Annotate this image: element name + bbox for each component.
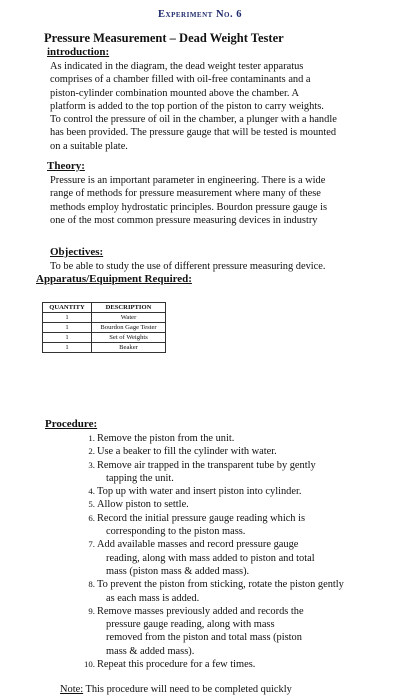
step-number: 5. <box>88 499 95 510</box>
procedure-step <box>88 459 397 486</box>
table-cell-quantity: 1 <box>43 323 92 333</box>
step-text-continued: reading, along with mass added to piston and total <box>106 552 315 564</box>
step-number: 7. <box>88 539 95 550</box>
table-header-row <box>43 303 166 313</box>
step-number: 3. <box>88 459 95 470</box>
introduction-line: platform is added to the top portion of the piston to carry weights. <box>50 100 324 112</box>
introduction-line: comprises of a chamber filled with oil-free contaminants and a <box>50 74 311 86</box>
step-number: 4. <box>88 486 95 497</box>
equipment-table <box>42 302 166 353</box>
step-text: To prevent the piston from sticking, rotate the piston gently <box>97 579 344 591</box>
table-cell-description: Water <box>92 313 166 323</box>
objectives-text <box>50 260 326 273</box>
step-text-continued: as each mass is added. <box>106 592 200 604</box>
introduction-paragraph <box>50 60 337 153</box>
table-cell-quantity: 1 <box>43 313 92 323</box>
theory-heading: Theory: <box>47 160 85 172</box>
step-text-continued: removed from the piston and total mass (piston <box>106 632 302 644</box>
introduction-line: As indicated in the diagram, the dead weight tester apparatus <box>50 61 304 72</box>
step-text: Repeat this procedure for a few times. <box>97 659 256 671</box>
procedure-step <box>88 445 397 458</box>
procedure-step <box>88 485 397 498</box>
procedure-note <box>60 684 292 695</box>
theory-line: one of the most common pressure measuring devices in industry <box>50 214 318 226</box>
procedure-step <box>88 498 397 511</box>
theory-line: methods employ hydrostatic principles. Bourdon pressure gauge is <box>50 201 328 213</box>
table-cell-quantity: 1 <box>43 343 92 353</box>
table-row <box>43 333 166 343</box>
document-title: Pressure Measurement – Dead Weight Tester <box>44 31 284 45</box>
table-cell-description: Set of Weights <box>92 333 166 343</box>
step-text-continued: mass (piston mass & added mass). <box>106 565 250 577</box>
table-row <box>43 343 166 353</box>
step-number: 10. <box>84 659 95 670</box>
step-text: Remove the piston from the unit. <box>97 433 235 444</box>
step-number: 6. <box>88 512 95 523</box>
procedure-steps <box>84 432 397 671</box>
step-text: Use a beaker to fill the cylinder with water. <box>97 446 277 458</box>
step-number: 9. <box>88 605 95 616</box>
step-number: 8. <box>88 579 95 590</box>
table-row <box>43 323 166 333</box>
step-text: Top up with water and insert piston into cylinder. <box>97 486 302 498</box>
apparatus-heading: Apparatus/Equipment Required: <box>36 273 192 285</box>
column-header-quantity: QUANTITY <box>43 303 92 313</box>
column-header-description: DESCRIPTION <box>92 303 166 313</box>
procedure-step <box>84 658 397 671</box>
procedure-step <box>88 538 397 578</box>
procedure-step <box>88 578 397 605</box>
introduction-heading: introduction: <box>47 46 110 58</box>
theory-line: range of methods for pressure measurement where many of these <box>50 188 321 200</box>
step-number: 2. <box>88 446 95 457</box>
step-text: Remove air trapped in the transparent tube by gently <box>97 459 316 471</box>
step-text-continued: tapping the unit. <box>106 472 174 484</box>
table-row <box>43 313 166 323</box>
step-number: 1. <box>88 433 95 443</box>
step-text-continued: mass & added mass). <box>106 645 195 657</box>
introduction-line: has been provided. The pressure gauge that will be tested is mounted <box>50 127 337 139</box>
procedure-step <box>88 432 397 445</box>
objectives-line: To be able to study the use of different pressure measuring device. <box>50 261 326 272</box>
table-cell-quantity: 1 <box>43 333 92 343</box>
step-text-continued: pressure gauge reading, along with mass <box>106 619 275 631</box>
note-text: This procedure will need to be completed quickly <box>83 684 292 695</box>
step-text-continued: corresponding to the piston mass. <box>106 526 246 538</box>
step-text: Allow piston to settle. <box>97 499 189 511</box>
objectives-heading: Objectives: <box>50 246 104 258</box>
theory-paragraph <box>50 174 327 227</box>
note-label: Note: <box>60 684 84 695</box>
introduction-line: piston-cylinder combination mounted above the chamber. A <box>50 87 300 99</box>
table-cell-description: Beaker <box>92 343 166 353</box>
step-text: Remove masses previously added and records the <box>97 605 304 617</box>
theory-line: Pressure is an important parameter in engineering. There is a wide <box>50 175 326 186</box>
introduction-line: on a suitable plate. <box>50 140 128 152</box>
table-cell-description: Bourdon Gage Tester <box>92 323 166 333</box>
step-text: Add available masses and record pressure gauge <box>97 539 299 551</box>
experiment-title: Experiment No. 6 <box>158 9 242 20</box>
step-text: Record the initial pressure gauge reading which is <box>97 512 306 524</box>
procedure-step <box>88 605 397 658</box>
procedure-step <box>88 512 397 539</box>
introduction-line: To control the pressure of oil in the chamber, a plunger with a handle <box>50 114 337 126</box>
procedure-heading: Procedure: <box>45 418 98 430</box>
